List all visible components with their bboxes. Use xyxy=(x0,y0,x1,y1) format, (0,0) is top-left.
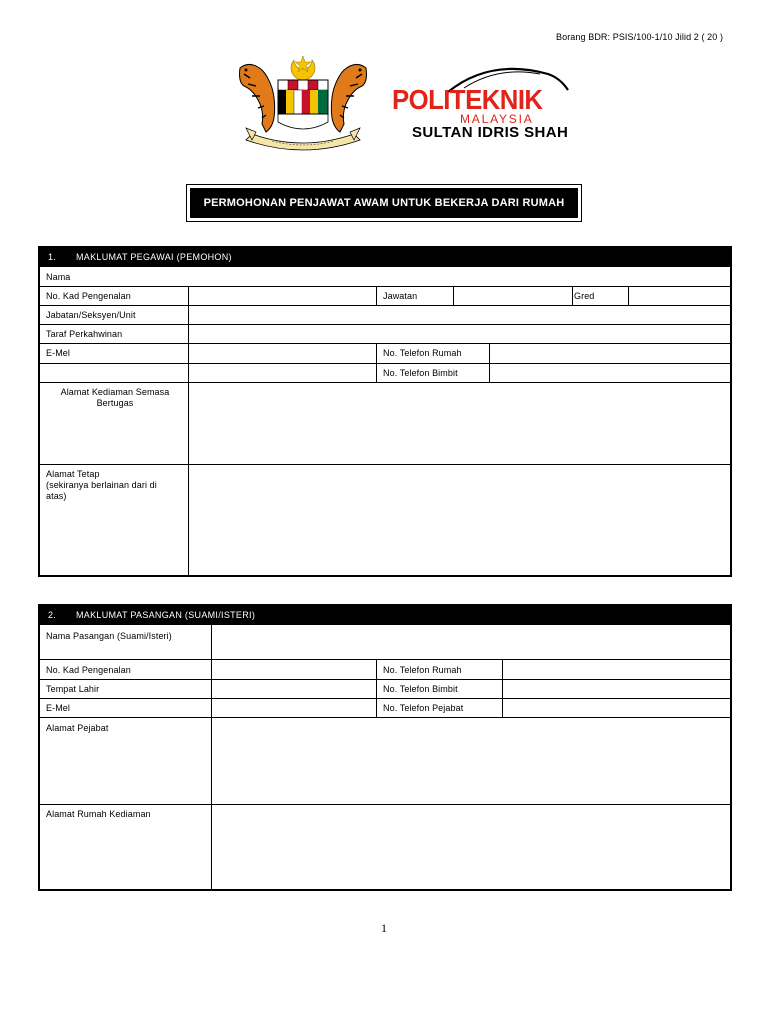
section-applicant-form xyxy=(38,246,732,577)
label-alamat-rumah: Alamat Rumah Kediaman xyxy=(46,809,151,819)
input-nama[interactable] xyxy=(189,267,730,286)
input-jawatan[interactable] xyxy=(454,287,572,305)
politeknik-logo xyxy=(390,60,580,150)
input-emel[interactable] xyxy=(189,344,376,382)
input-nama-pasangan[interactable] xyxy=(212,625,730,659)
label-tel-rumah-pasangan: No. Telefon Rumah xyxy=(383,665,462,675)
label-emel-pasangan: E-Mel xyxy=(46,703,71,713)
label-gred: Gred xyxy=(574,291,595,301)
input-alamat-rumah[interactable] xyxy=(212,805,730,889)
section-2-title: MAKLUMAT PASANGAN (SUAMI/ISTERI) xyxy=(76,610,256,620)
section-1-number: 1. xyxy=(48,252,57,262)
input-alamat-tetap[interactable] xyxy=(189,465,730,575)
input-tempat-lahir[interactable] xyxy=(212,680,376,698)
label-ic: No. Kad Pengenalan xyxy=(46,291,131,301)
label-alamat-kediaman: Alamat Kediaman Semasa Bertugas xyxy=(60,387,170,408)
page-number: 1 xyxy=(381,921,387,935)
label-nama: Nama xyxy=(46,272,71,282)
label-ic-pasangan: No. Kad Pengenalan xyxy=(46,665,131,675)
form-title-box xyxy=(186,184,582,222)
input-tel-pejabat[interactable] xyxy=(503,699,730,717)
input-tel-rumah[interactable] xyxy=(490,344,730,363)
label-tel-rumah: No. Telefon Rumah xyxy=(383,348,462,358)
label-jabatan: Jabatan/Seksyen/Unit xyxy=(46,310,136,320)
logo-country: MALAYSIA xyxy=(460,112,534,126)
input-alamat-kediaman[interactable] xyxy=(189,383,730,464)
section-spouse-form xyxy=(38,604,732,891)
input-tel-bimbit[interactable] xyxy=(490,364,730,382)
input-ic[interactable] xyxy=(189,287,376,305)
section-2-header xyxy=(40,606,730,624)
input-tel-rumah-pasangan[interactable] xyxy=(503,660,730,679)
coat-of-arms-emblem xyxy=(232,50,374,156)
input-alamat-pejabat[interactable] xyxy=(212,718,730,804)
label-tempat-lahir: Tempat Lahir xyxy=(46,684,100,694)
label-alamat-pejabat: Alamat Pejabat xyxy=(46,723,109,733)
input-emel-pasangan[interactable] xyxy=(212,699,376,717)
label-emel: E-Mel xyxy=(46,348,71,358)
label-tel-pejabat: No. Telefon Pejabat xyxy=(383,703,464,713)
form-title: PERMOHONAN PENJAWAT AWAM UNTUK BEKERJA DARI RUMAH xyxy=(190,188,578,218)
label-jawatan: Jawatan xyxy=(383,291,418,301)
section-1-header xyxy=(40,248,730,266)
input-tel-bimbit-pasangan[interactable] xyxy=(503,680,730,698)
section-1-title: MAKLUMAT PEGAWAI (PEMOHON) xyxy=(76,252,232,262)
label-taraf-perkahwinan: Taraf Perkahwinan xyxy=(46,329,123,339)
label-tel-bimbit: No. Telefon Bimbit xyxy=(383,368,458,378)
label-alamat-tetap: Alamat Tetap (sekiranya berlainan dari di atas) xyxy=(46,469,157,501)
input-gred[interactable] xyxy=(629,287,730,305)
section-2-number: 2. xyxy=(48,610,57,620)
logo-wordmark: POLITEKNIK xyxy=(392,84,543,115)
logo-institution-name: SULTAN IDRIS SHAH xyxy=(412,124,569,141)
label-tel-bimbit-pasangan: No. Telefon Bimbit xyxy=(383,684,458,694)
label-nama-pasangan: Nama Pasangan (Suami/Isteri) xyxy=(46,631,172,641)
input-taraf-perkahwinan[interactable] xyxy=(189,325,730,343)
input-ic-pasangan[interactable] xyxy=(212,660,376,679)
form-reference: Borang BDR: PSIS/100-1/10 Jilid 2 ( 20 ) xyxy=(556,32,724,42)
input-jabatan[interactable] xyxy=(189,306,730,324)
